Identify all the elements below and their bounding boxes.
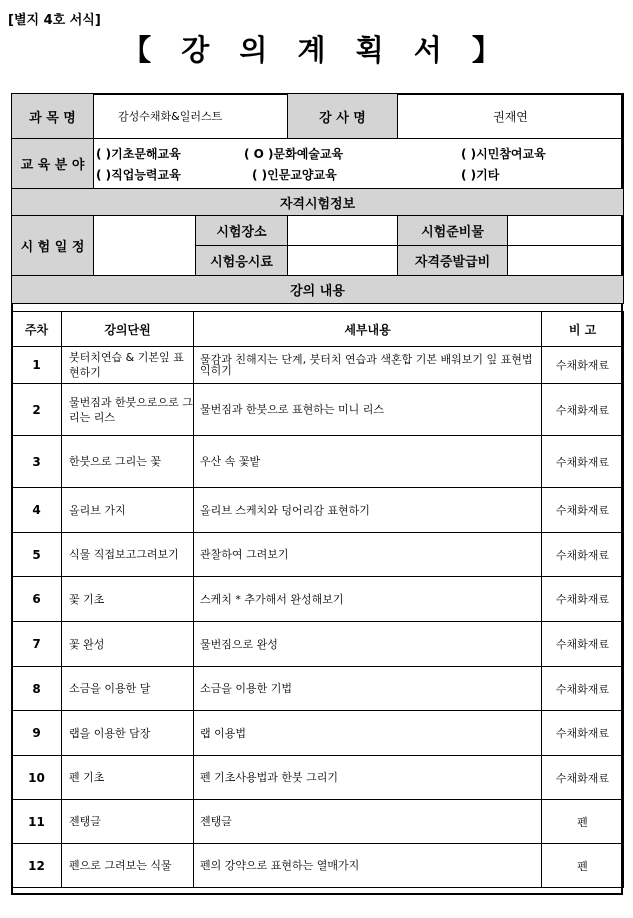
detail-cell: 펜 기초사용법과 한붓 그리기	[194, 756, 542, 800]
detail-cell: 물감과 친해지는 단계, 붓터치 연습과 색혼합 기본 배워보기 잎 표현법 익히기	[194, 347, 542, 384]
exam-supplies-label: 시험준비물	[398, 216, 508, 246]
table-row	[12, 622, 624, 667]
week-cell: 12	[12, 844, 62, 888]
unit-cell: 한붓으로 그리는 꽃	[62, 436, 194, 488]
form-number: [별지 4호 서식]	[8, 13, 101, 28]
note-cell: 수채화재료	[542, 756, 624, 800]
unit-cell: 소금을 이용한 달	[62, 667, 194, 711]
instructor-label: 강 사 명	[288, 94, 398, 139]
lecture-section-title: 강의 내용	[12, 276, 624, 304]
edu-option-civic: ( )시민참여교육	[461, 146, 546, 161]
week-cell: 6	[12, 577, 62, 622]
table-row	[12, 711, 624, 756]
unit-cell: 물번짐과 한붓으로으로 그리는 리스	[62, 384, 194, 436]
note-cell: 수채화재료	[542, 667, 624, 711]
table-row	[12, 436, 624, 488]
detail-cell: 물번짐으로 완성	[194, 622, 542, 667]
table-row	[12, 577, 624, 622]
edu-option-other: ( )기타	[461, 167, 500, 182]
cert-fee-label: 자격증발급비	[398, 246, 508, 276]
note-cell: 수채화재료	[542, 384, 624, 436]
table-row	[12, 488, 624, 533]
detail-cell: 소금을 이용한 기법	[194, 667, 542, 711]
week-cell: 10	[12, 756, 62, 800]
document-title: 【 강 의 계 획 서 】	[122, 33, 511, 67]
edu-option-basic-literacy: ( )기초문해교육	[96, 146, 181, 161]
week-cell: 8	[12, 667, 62, 711]
week-cell: 5	[12, 533, 62, 577]
detail-cell: 우산 속 꽃밭	[194, 436, 542, 488]
unit-cell: 붓터치연습 & 기본잎 표현하기	[62, 347, 194, 384]
exam-date-value	[94, 216, 196, 276]
unit-cell: 랩을 이용한 담장	[62, 711, 194, 756]
lecture-plan-table	[11, 311, 624, 888]
table-row	[12, 667, 624, 711]
exam-place-value	[288, 216, 398, 246]
note-cell: 펜	[542, 800, 624, 844]
detail-cell: 관찰하여 그려보기	[194, 533, 542, 577]
exam-place-label: 시험장소	[196, 216, 288, 246]
week-cell: 1	[12, 347, 62, 384]
detail-cell: 펜의 강약으로 표현하는 열매가지	[194, 844, 542, 888]
unit-cell: 꽃 기초	[62, 577, 194, 622]
unit-cell: 젠탱글	[62, 800, 194, 844]
detail-column-header: 세부내용	[194, 312, 542, 347]
week-cell: 4	[12, 488, 62, 533]
exam-fee-value	[288, 246, 398, 276]
table-row	[12, 533, 624, 577]
certification-section-title: 자격시험정보	[12, 189, 624, 216]
week-cell: 11	[12, 800, 62, 844]
instructor-value: 권재연	[398, 94, 624, 139]
week-cell: 9	[12, 711, 62, 756]
unit-cell: 펜으로 그려보는 식물	[62, 844, 194, 888]
exam-fee-label: 시험응시료	[196, 246, 288, 276]
detail-cell: 랩 이용법	[194, 711, 542, 756]
edu-option-vocational: ( )직업능력교육	[96, 167, 181, 182]
exam-date-label: 시 험 일 정	[12, 216, 94, 276]
note-cell: 수채화재료	[542, 577, 624, 622]
education-field-label: 교 육 분 야	[12, 139, 94, 189]
unit-cell: 식물 직접보고그려보기	[62, 533, 194, 577]
subject-value: 감성수채화&일러스트	[94, 94, 288, 139]
edu-option-culture-arts: ( O )문화예술교육	[244, 146, 344, 161]
detail-cell: 올리브 스케치와 덩어리감 표현하기	[194, 488, 542, 533]
note-cell: 수채화재료	[542, 436, 624, 488]
subject-label: 과 목 명	[12, 94, 94, 139]
note-cell: 수채화재료	[542, 488, 624, 533]
detail-cell: 젠탱글	[194, 800, 542, 844]
note-cell: 펜	[542, 844, 624, 888]
unit-cell: 꽃 완성	[62, 622, 194, 667]
exam-supplies-value	[508, 216, 624, 246]
week-column-header: 주차	[12, 312, 62, 347]
week-cell: 2	[12, 384, 62, 436]
week-cell: 3	[12, 436, 62, 488]
note-cell: 수채화재료	[542, 533, 624, 577]
education-field-options	[94, 139, 624, 189]
table-row	[12, 756, 624, 800]
unit-cell: 펜 기초	[62, 756, 194, 800]
course-info-table	[11, 93, 624, 304]
note-cell: 수채화재료	[542, 347, 624, 384]
unit-column-header: 강의단원	[62, 312, 194, 347]
edu-option-humanities: ( )인문교양교육	[252, 167, 337, 182]
unit-cell: 올리브 가지	[62, 488, 194, 533]
detail-cell: 스케치 * 추가해서 완성해보기	[194, 577, 542, 622]
cert-fee-value	[508, 246, 624, 276]
note-column-header: 비 고	[542, 312, 624, 347]
detail-cell: 물번짐과 한붓으로 표현하는 미니 리스	[194, 384, 542, 436]
table-row	[12, 384, 624, 436]
table-row	[12, 800, 624, 844]
table-row	[12, 844, 624, 888]
note-cell: 수채화재료	[542, 711, 624, 756]
table-row	[12, 347, 624, 384]
note-cell: 수채화재료	[542, 622, 624, 667]
week-cell: 7	[12, 622, 62, 667]
